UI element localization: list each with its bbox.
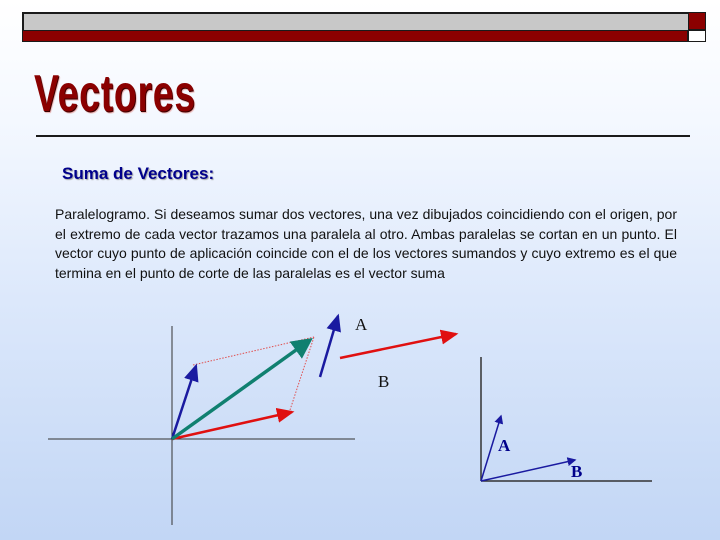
paragraph-text: . Si deseamos sumar dos vectores, una vez dibujados coincidiendo con el origen, por el extremo de cada vector trazamos una paralela al otro. Ambas paralelas se cortan en un punto. El vector cuyo punto de aplicación coincide con el de los vectores sumandos y cuyo extremo es el que termina en el punto de corte de las paralelas es el vector suma [55, 206, 677, 281]
free-vector-a-arrow [320, 316, 338, 377]
page-title: Vectores [34, 65, 196, 123]
small-label-b: B [571, 462, 583, 481]
section-subtitle: Suma de Vectores: [62, 164, 215, 183]
free-vector-b-arrow [340, 334, 456, 358]
vector-a-arrow [172, 366, 196, 439]
label-vector-b: B [378, 372, 390, 391]
paragraph-term: Paralelogramo [55, 206, 147, 222]
small-label-a: A [498, 436, 511, 455]
label-vector-a: A [355, 315, 368, 334]
parallel-line-b [290, 337, 314, 410]
small-vector-b-arrow [481, 460, 575, 481]
